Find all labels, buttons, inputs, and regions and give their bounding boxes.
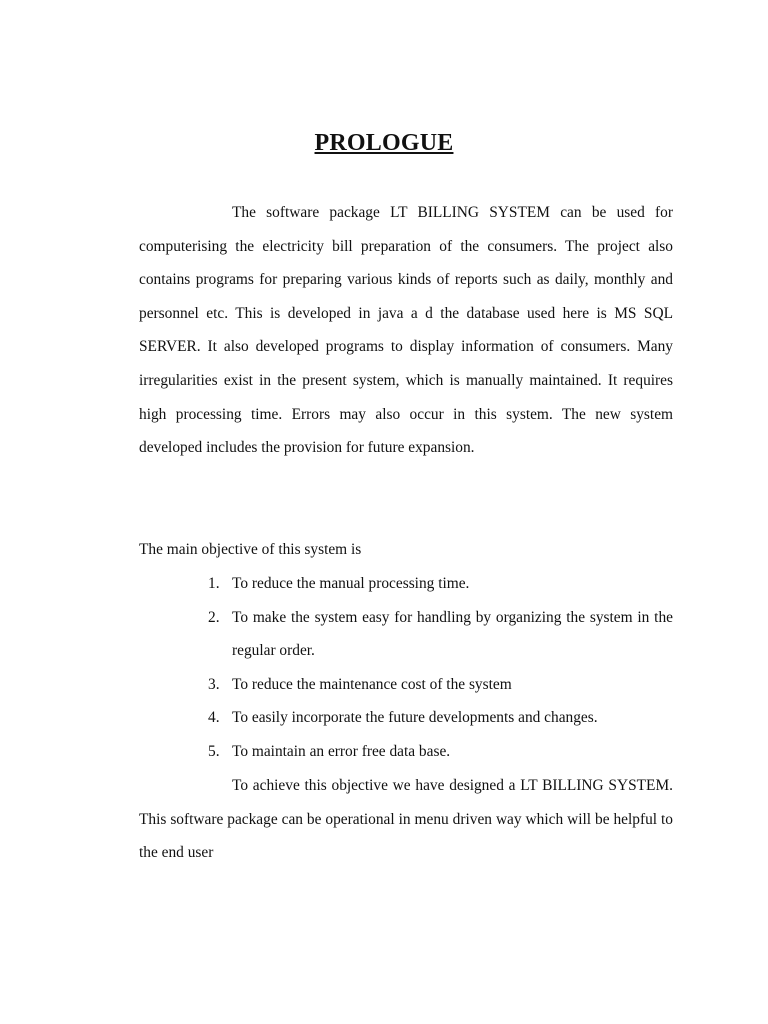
- list-item-number: 5.: [208, 742, 220, 760]
- list-item-text: To make the system easy for handling by organizing the system in the regular order.: [232, 608, 673, 660]
- list-item-number: 3.: [208, 675, 220, 693]
- list-item-number: 2.: [208, 608, 220, 626]
- list-item: [139, 601, 673, 668]
- page-title: PROLOGUE: [314, 130, 454, 156]
- intro-paragraph: The software package LT BILLING SYSTEM can be used for computerising the electricity bill preparation of the consumers. The project also contains programs for preparing various kinds of reports such as daily, monthly and personnel etc. This is developed in java a d the database used here is MS SQL SERVER. It also developed programs to display information of consumers. Many irregularities exist in the present system, which is manually maintained. It requires high processing time. Errors may also occur in this system. The new system developed includes the provision for future expansion.: [139, 204, 673, 457]
- list-item-text: To maintain an error free data base.: [232, 742, 451, 760]
- objective-heading: The main objective of this system is: [139, 541, 362, 558]
- objectives-list: [139, 567, 673, 769]
- list-item: [139, 735, 673, 769]
- list-item: [139, 668, 673, 702]
- list-item: [139, 567, 673, 601]
- list-item-number: 1.: [208, 575, 220, 592]
- list-item-number: 4.: [208, 709, 220, 727]
- list-item-text: To easily incorporate the future developments and changes.: [232, 709, 598, 727]
- list-item-text: To reduce the maintenance cost of the system: [232, 675, 512, 693]
- closing-paragraph: To achieve this objective we have designed a LT BILLING SYSTEM. This software package can be operational in menu driven way which will be helpful to the end user: [139, 777, 673, 862]
- list-item-text: To reduce the manual processing time.: [232, 575, 470, 592]
- list-item: [139, 701, 673, 735]
